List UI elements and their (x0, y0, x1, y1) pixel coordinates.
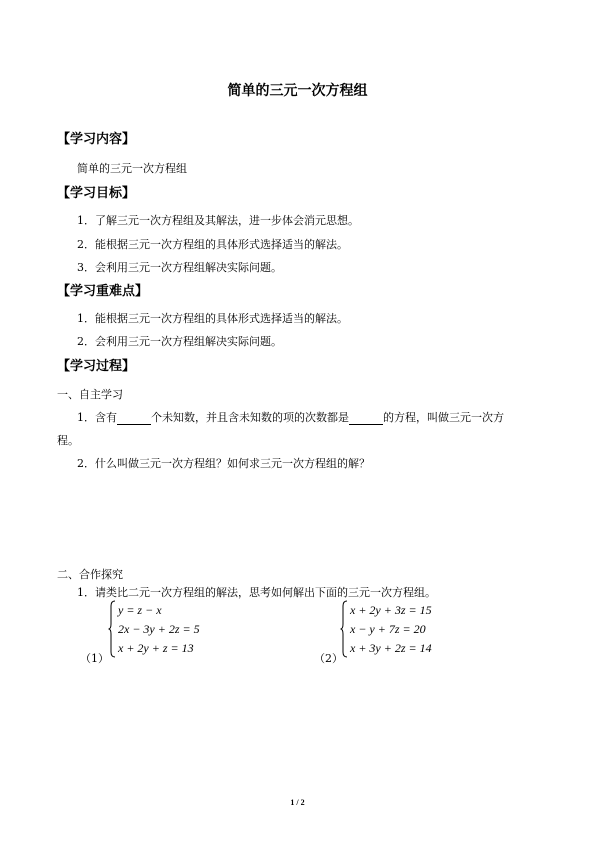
section-heading-content: 【学习内容】 (57, 132, 136, 147)
equation-system-1 (108, 600, 228, 658)
key-point-item: 1．能根据三元一次方程组的具体形式选择适当的解法。 (77, 312, 348, 325)
system-2-equation-2: x − y + 7z = 20 (350, 622, 426, 636)
system-1-equation-2: 2x − 3y + 2z = 5 (118, 622, 200, 636)
system-2-equation-3: x + 3y + 2z = 14 (350, 641, 432, 655)
left-brace-icon (340, 600, 348, 658)
part1-title: 一、自主学习 (57, 388, 123, 401)
question-1-continued: 程。 (57, 434, 79, 447)
question-1-text-a: 1．含有 (77, 411, 117, 424)
question-1-text-c: 的方程，叫做三元一次方 (383, 411, 504, 424)
question-1-text-b: 个未知数，并且含未知数的项的次数都是 (151, 411, 349, 424)
system-1-equation-1: y = z − x (118, 603, 162, 617)
page-number: 1 / 2 (290, 798, 305, 807)
system-1-equation-3: x + 2y + z = 13 (118, 641, 194, 655)
page-title: 简单的三元一次方程组 (227, 83, 368, 99)
equation-system-2 (340, 600, 460, 658)
goal-item: 2．能根据三元一次方程组的具体形式选择适当的解法。 (77, 238, 348, 251)
fill-in-blank-2[interactable] (349, 411, 383, 425)
content-text: 简单的三元一次方程组 (77, 162, 187, 175)
goal-item: 3．会利用三元一次方程组解决实际问题。 (77, 261, 282, 274)
goal-item: 1．了解三元一次方程组及其解法，进一步体会消元思想。 (77, 214, 359, 227)
system-2-equation-1: x + 2y + 3z = 15 (350, 603, 432, 617)
cooperation-question-1: 1．请类比二元一次方程组的解法，思考如何解出下面的三元一次方程组。 (77, 586, 436, 599)
question-1 (77, 409, 504, 425)
system-1-label: （1） (80, 652, 109, 665)
part2-title: 二、合作探究 (57, 568, 123, 581)
section-heading-key-points: 【学习重难点】 (57, 284, 149, 299)
left-brace-icon (108, 600, 116, 658)
system-2-label: （2） (314, 652, 343, 665)
question-2: 2．什么叫做三元一次方程组？如何求三元一次方程组的解？ (77, 457, 370, 470)
key-point-item: 2．会利用三元一次方程组解决实际问题。 (77, 335, 282, 348)
fill-in-blank-1[interactable] (117, 411, 151, 425)
section-heading-goals: 【学习目标】 (57, 186, 136, 201)
section-heading-process: 【学习过程】 (57, 359, 136, 374)
